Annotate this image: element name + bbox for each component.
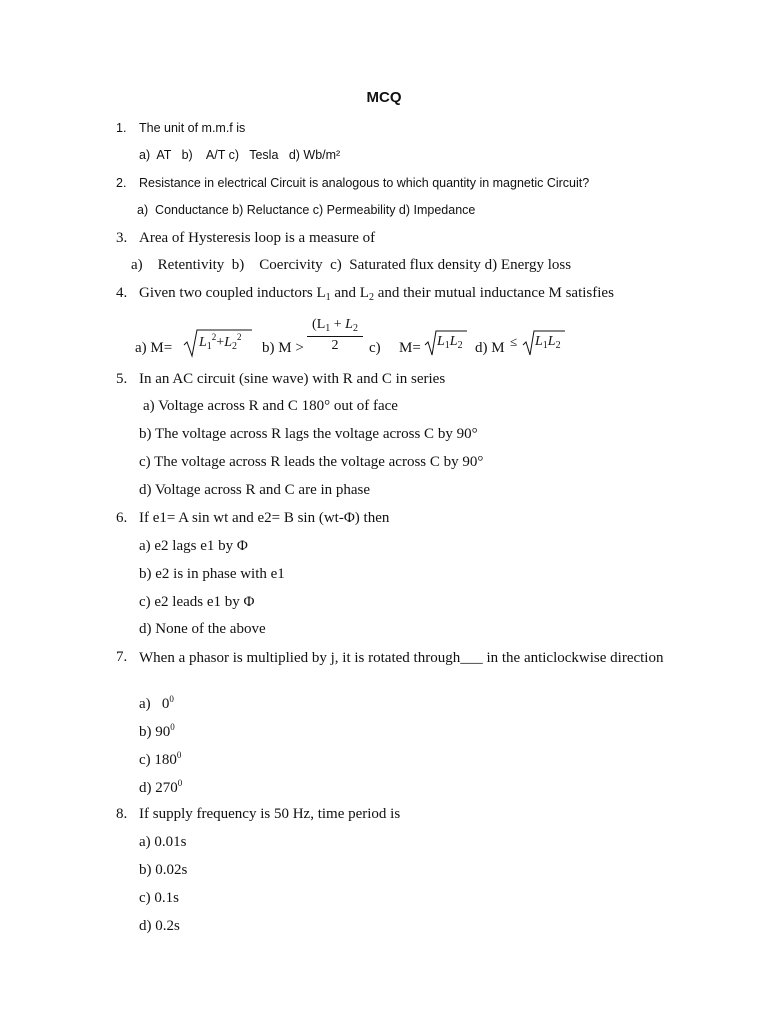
symbol: L — [224, 335, 232, 350]
option-label: a) 0 — [139, 696, 170, 712]
question-number: 6. — [116, 510, 128, 526]
subscript: 1 — [325, 323, 331, 334]
superscript: 0 — [176, 750, 182, 760]
option: a) e2 lags e1 by Φ — [139, 538, 248, 554]
option: d) Voltage across R and C are in phase — [139, 482, 371, 498]
subscript: 2 — [457, 340, 463, 351]
option: c) The voltage across R leads the voltage across C by 90° — [139, 454, 484, 470]
symbol: L — [437, 334, 445, 349]
question-text-part: Given two coupled inductors L — [139, 285, 326, 301]
question-text: If e1= A sin wt and e2= B sin (wt-Φ) then — [139, 510, 390, 526]
option: d) 0.2s — [139, 918, 180, 934]
operator: + — [333, 317, 342, 332]
option — [139, 694, 174, 713]
subscript: 2 — [368, 292, 374, 303]
superscript: 0 — [177, 778, 183, 788]
leq-symbol: ≤ — [510, 334, 518, 349]
option-label: b) 90 — [139, 724, 171, 740]
options-line: a) Retentivity b) Coercivity c) Saturated flux density d) Energy loss — [131, 257, 572, 273]
subscript: 2 — [352, 323, 358, 334]
option: d) None of the above — [139, 621, 266, 637]
option — [139, 722, 175, 741]
question-number: 7. — [116, 649, 128, 665]
options-line: a) Conductance b) Reluctance c) Permeability d) Impedance — [137, 203, 476, 217]
option: b) e2 is in phase with e1 — [139, 566, 285, 582]
fraction-numerator: (L — [312, 317, 326, 332]
question-text: Resistance in electrical Circuit is analogous to which quantity in magnetic Circuit? — [139, 176, 590, 190]
fraction-denominator: 2 — [331, 338, 339, 353]
option-b-label: b) M > — [262, 340, 304, 356]
question-text — [139, 285, 614, 303]
option: c) e2 leads e1 by Φ — [139, 594, 255, 610]
symbol: L — [345, 317, 353, 332]
symbol: L — [547, 334, 556, 349]
question-text: In an AC circuit (sine wave) with R and C in series — [139, 371, 446, 387]
question-number: 1. — [116, 121, 127, 135]
option — [139, 778, 182, 797]
option-c-label: c) — [369, 340, 381, 356]
subscript: 2 — [232, 341, 237, 352]
option: b) The voltage across R lags the voltage across C by 90° — [139, 426, 478, 442]
superscript: 2 — [211, 332, 217, 342]
question-number: 5. — [116, 371, 128, 387]
option: c) 0.1s — [139, 890, 179, 906]
symbol: L — [449, 334, 458, 349]
question-number: 8. — [116, 806, 128, 822]
option — [139, 750, 181, 769]
option-b-fraction — [305, 317, 365, 354]
option: b) 0.02s — [139, 862, 188, 878]
page-title: MCQ — [366, 89, 402, 106]
subscript: 1 — [542, 340, 548, 351]
option-label: c) 180 — [139, 752, 177, 768]
superscript: 0 — [169, 694, 174, 704]
question-text-part: and their mutual inductance M satisfies — [373, 285, 614, 301]
question-text: Area of Hysteresis loop is a measure of — [139, 230, 376, 246]
question-number: 2. — [116, 176, 127, 190]
question-text: The unit of m.m.f is — [139, 121, 246, 135]
option-label: d) 270 — [139, 780, 178, 796]
question-text: If supply frequency is 50 Hz, time period is — [139, 806, 401, 822]
operator: + — [216, 335, 225, 350]
option-d-label: d) M — [475, 340, 505, 356]
subscript: 1 — [444, 340, 450, 351]
option: a) 0.01s — [139, 834, 187, 850]
subscript: 1 — [206, 341, 212, 352]
option: a) Voltage across R and C 180° out of face — [143, 398, 398, 414]
superscript: 0 — [170, 722, 175, 732]
option-c-prefix: M= — [399, 340, 421, 356]
question-text: When a phasor is multiplied by j, it is rotated through___ in the anticlockwise direction — [139, 650, 664, 666]
question-number: 3. — [116, 230, 128, 246]
subscript: 1 — [325, 292, 331, 303]
symbol: L — [199, 335, 207, 350]
subscript: 2 — [555, 340, 561, 351]
question-text-part: and L — [330, 285, 369, 301]
superscript: 2 — [237, 332, 242, 342]
option-a-label: a) M= — [135, 340, 173, 356]
symbol: L — [535, 334, 543, 349]
question-number: 4. — [116, 285, 128, 301]
options-line: a) AT b) A/T c) Tesla d) Wb/m² — [139, 148, 341, 162]
